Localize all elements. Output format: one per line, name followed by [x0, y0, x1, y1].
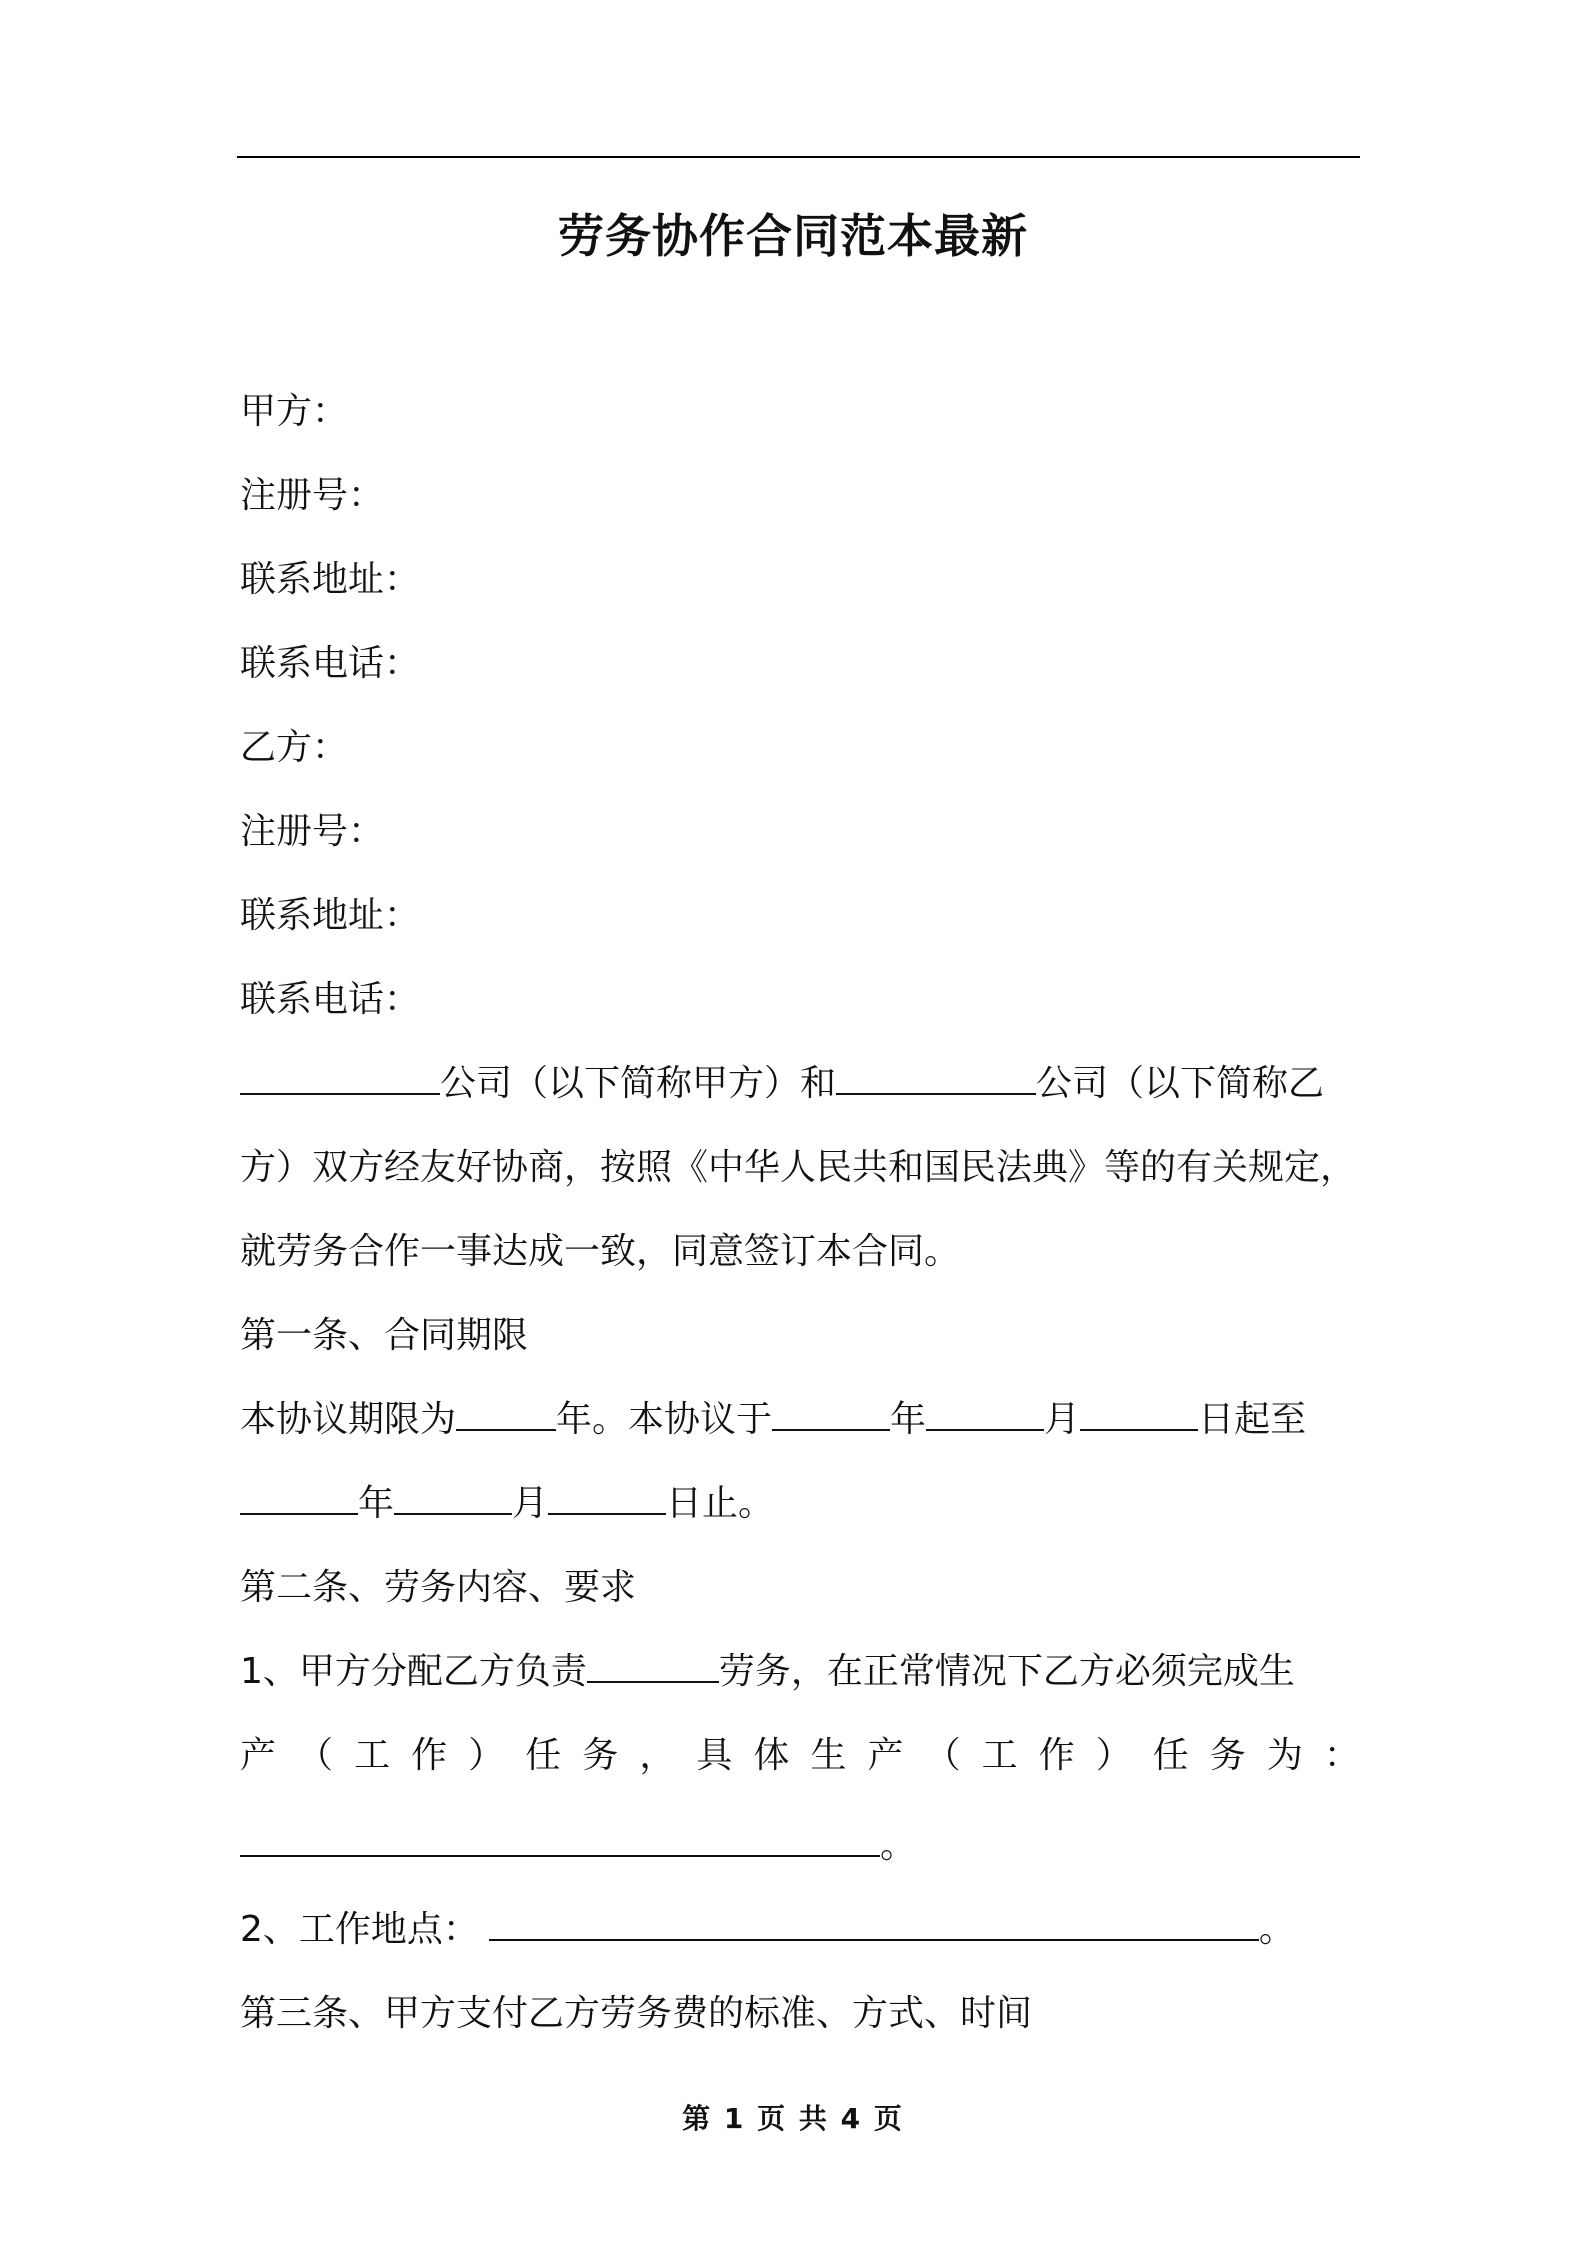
article-2-text: 劳务，在正常情况下乙方必须完成生: [718, 1651, 1295, 1692]
blank-field: [587, 1655, 719, 1683]
intro-line-2: 方）双方经友好协商，按照《中华人民共和国民法典》等的有关规定，: [240, 1147, 1357, 1188]
page-number-footer: 第 1 页 共 4 页: [682, 2102, 904, 2135]
char: （: [297, 1735, 334, 1776]
party-b-reg-no: 注册号：: [240, 811, 385, 852]
blank-field: [836, 1067, 1036, 1095]
article-2-heading: 第二条、劳务内容、要求: [240, 1567, 637, 1608]
blank-field: [548, 1487, 666, 1515]
article-1-text: 月: [1044, 1399, 1081, 1440]
char: 作: [411, 1735, 448, 1776]
char: 生: [810, 1735, 847, 1776]
char: 工: [981, 1735, 1018, 1776]
article-1-line-1: [240, 1378, 1360, 1462]
article-2-text: 。: [1258, 1909, 1295, 1950]
blank-field: [1080, 1403, 1198, 1431]
blank-field: [926, 1403, 1044, 1431]
char: 体: [753, 1735, 790, 1776]
article-2-item-1-line-2: [240, 1714, 1360, 1798]
article-1-text: 本协议期限为: [240, 1399, 457, 1440]
article-2-item-1-line-3: [240, 1798, 1360, 1888]
char: 任: [525, 1735, 562, 1776]
blank-field: [240, 1067, 440, 1095]
party-a-label: 甲方：: [240, 391, 349, 432]
party-b-phone: 联系电话：: [240, 979, 421, 1020]
article-1-text: 日止。: [666, 1483, 775, 1524]
article-1-text: 日起至: [1198, 1399, 1307, 1440]
intro-line-3: 就劳务合作一事达成一致，同意签订本合同。: [240, 1231, 961, 1272]
char: ）: [1095, 1735, 1132, 1776]
blank-field: [456, 1403, 556, 1431]
document-title: 劳务协作合同范本最新: [558, 209, 1028, 263]
party-a-address: 联系地址：: [240, 559, 421, 600]
article-2-item-2: [240, 1888, 1360, 1972]
document-body: [240, 370, 1360, 2056]
blank-field: [240, 1829, 880, 1857]
article-2-text: 2、工作地点：: [240, 1909, 479, 1950]
char: 任: [1152, 1735, 1189, 1776]
intro-line-1: [240, 1042, 1360, 1126]
article-2-text: 。: [880, 1825, 917, 1866]
article-3-heading: 第三条、甲方支付乙方劳务费的标准、方式、时间: [240, 1993, 1033, 2034]
party-a-reg-no: 注册号：: [240, 475, 385, 516]
article-1-text: 年。本协议于: [556, 1399, 773, 1440]
header-rule: [237, 156, 1360, 158]
article-1-text: 年: [358, 1483, 395, 1524]
article-1-line-2: [240, 1462, 1360, 1546]
party-a-phone: 联系电话：: [240, 643, 421, 684]
article-2-text: 1、甲方分配乙方负责: [240, 1651, 587, 1692]
party-b-label: 乙方：: [240, 727, 349, 768]
char: 具: [696, 1735, 733, 1776]
blank-field: [240, 1487, 358, 1515]
char: 务: [582, 1735, 619, 1776]
char: 产: [867, 1735, 904, 1776]
char: 作: [1038, 1735, 1075, 1776]
char: ，: [639, 1735, 676, 1776]
intro-text: 公司（以下简称甲方）和: [440, 1063, 837, 1104]
char: ）: [468, 1735, 505, 1776]
intro-text: 公司（以下简称乙: [1036, 1063, 1325, 1104]
char: 务: [1209, 1735, 1246, 1776]
char: 工: [354, 1735, 391, 1776]
article-1-text: 年: [890, 1399, 927, 1440]
blank-field: [489, 1913, 1259, 1941]
char: 产: [240, 1735, 277, 1776]
article-1-text: 月: [512, 1483, 549, 1524]
article-1-heading: 第一条、合同期限: [240, 1315, 529, 1356]
party-b-address: 联系地址：: [240, 895, 421, 936]
char: （: [924, 1735, 961, 1776]
blank-field: [394, 1487, 512, 1515]
char: 为: [1266, 1735, 1303, 1776]
char: ：: [1323, 1735, 1360, 1776]
blank-field: [772, 1403, 890, 1431]
article-2-item-1-line-1: [240, 1630, 1360, 1714]
